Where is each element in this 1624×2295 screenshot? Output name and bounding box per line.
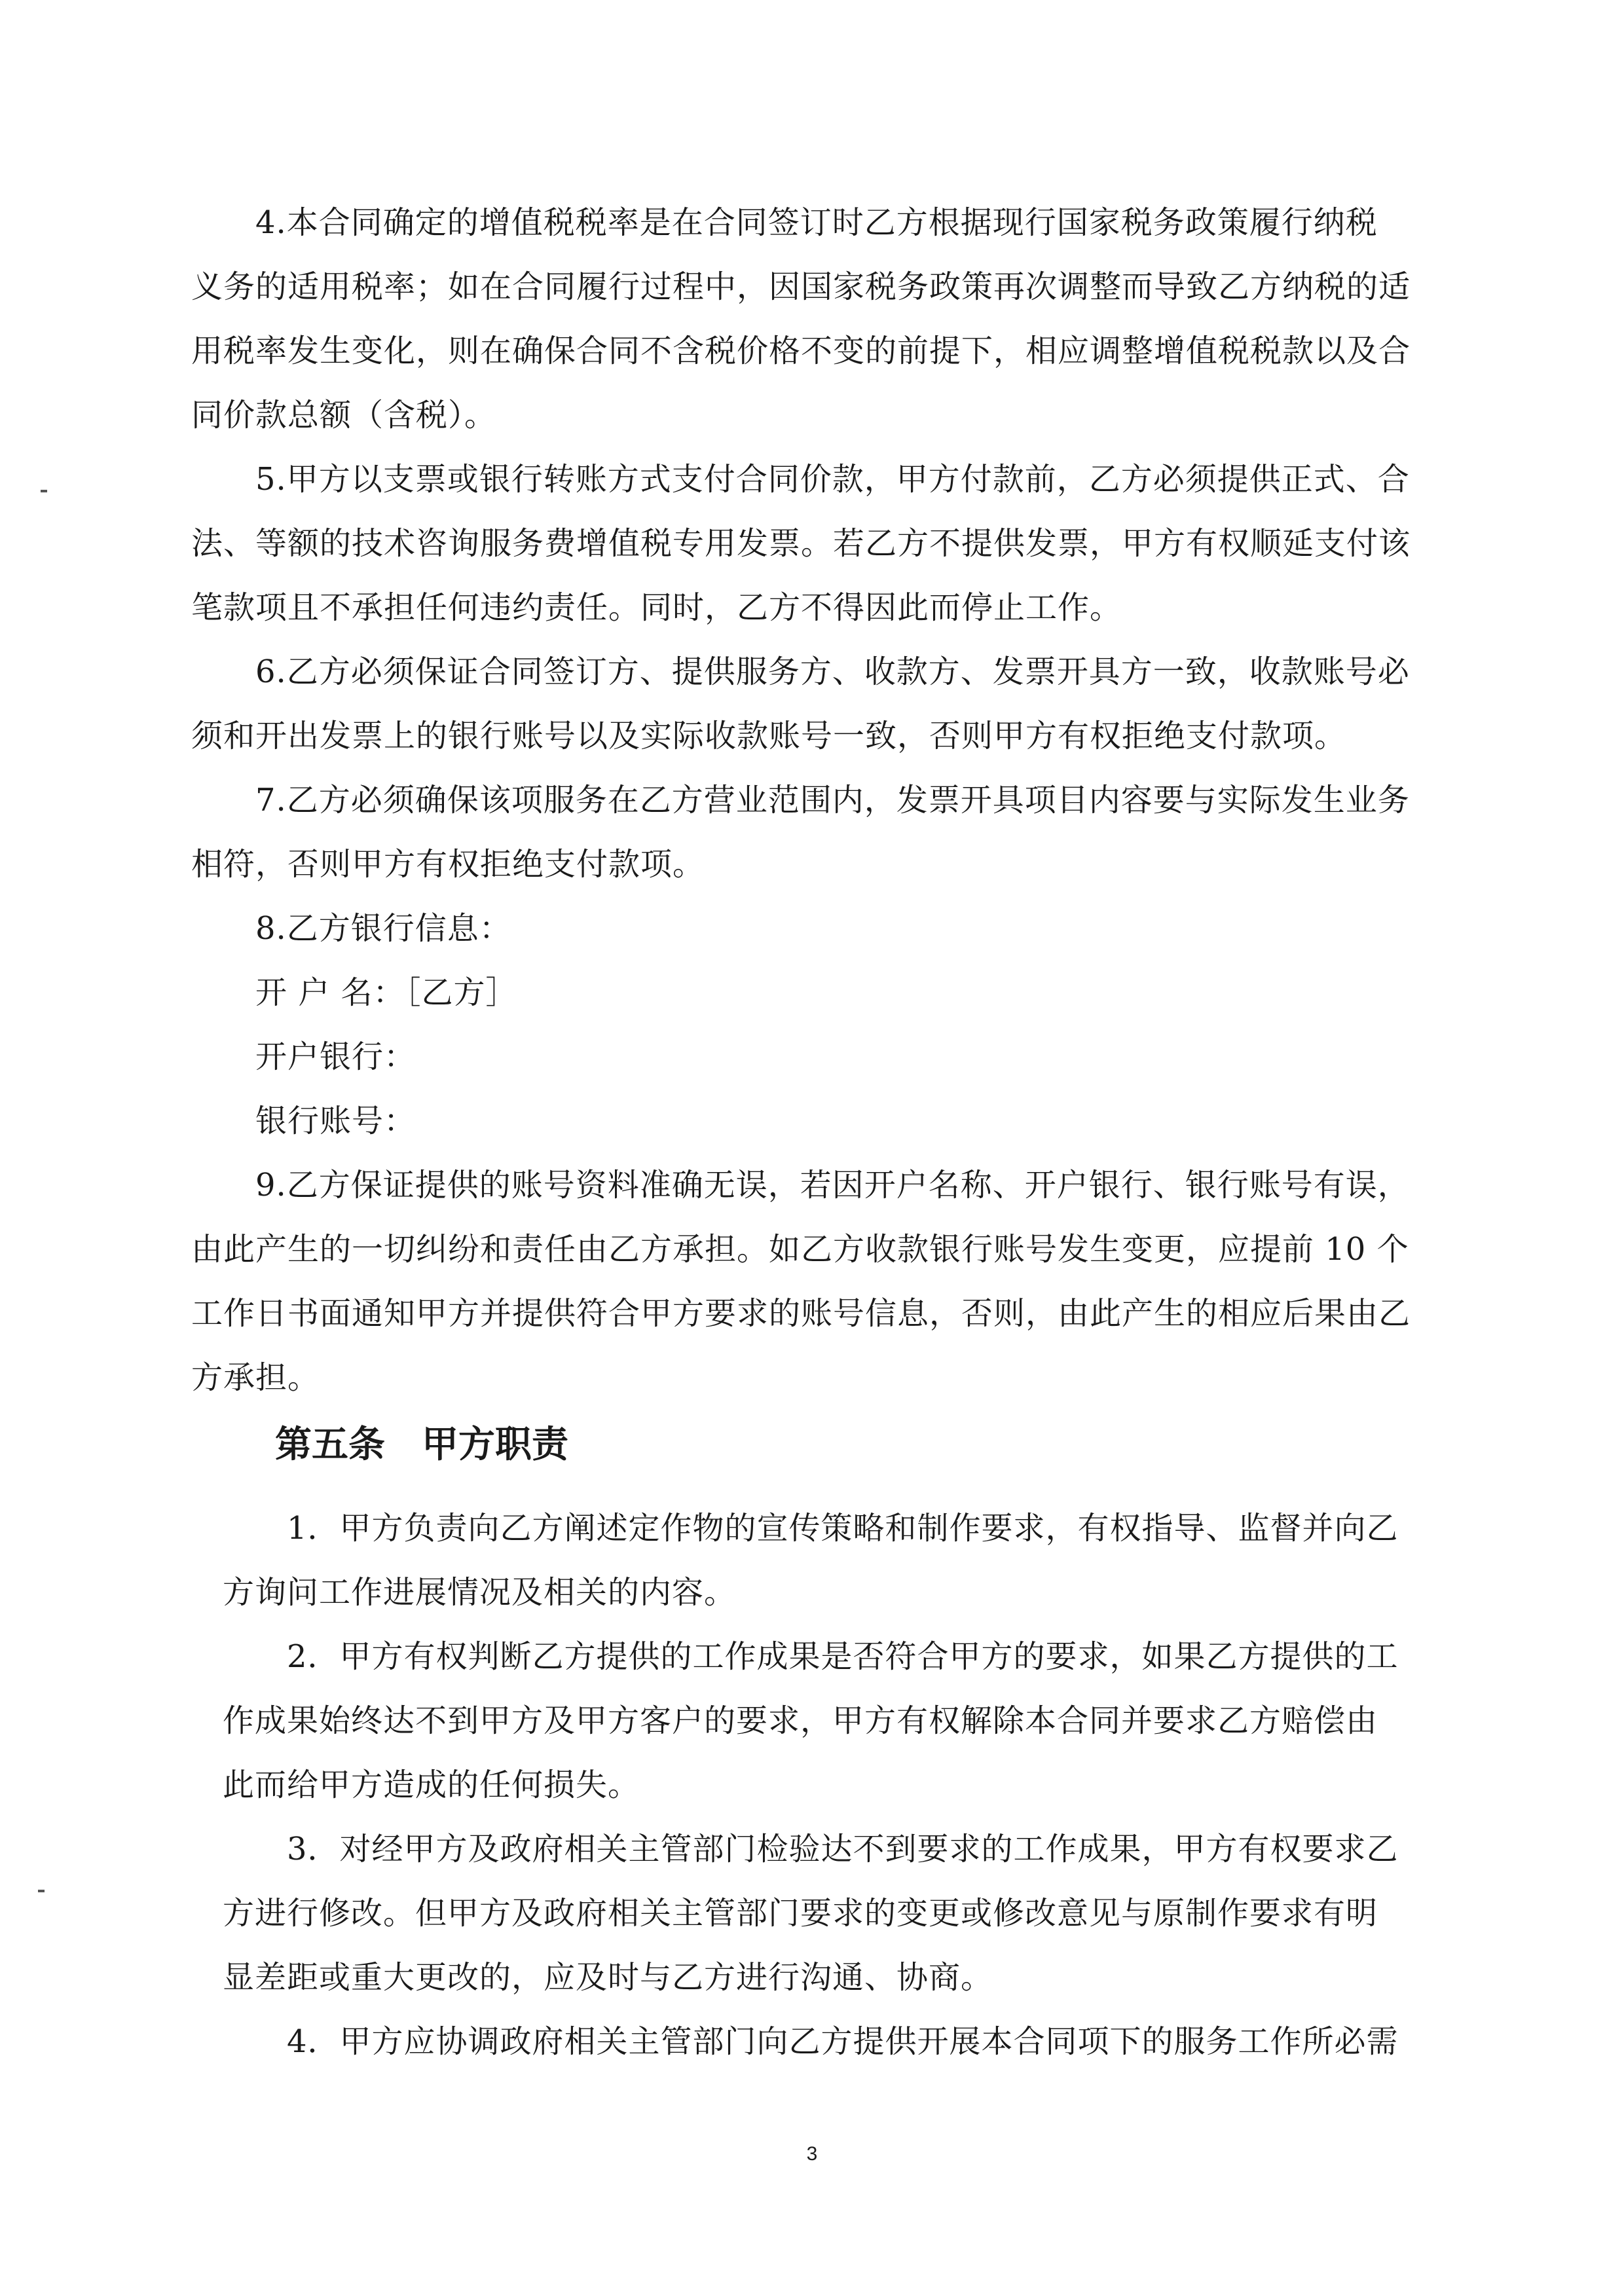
para-9-line-2: 由此产生的一切纠纷和责任由乙方承担。如乙方收款银行账号发生变更，应提前 10 个 bbox=[191, 1231, 1409, 1268]
para-4-line-3: 用税率发生变化，则在确保合同不含税价格不变的前提下，相应调整增值税税款以及合 bbox=[191, 333, 1411, 369]
para-6-line-2: 须和开出发票上的银行账号以及实际收款账号一致，否则甲方有权拒绝支付款项。 bbox=[191, 718, 1347, 754]
duty-1-line-1: 1．甲方负责向乙方阐述定作物的宣传策略和制作要求，有权指导、监督并向乙 bbox=[287, 1510, 1399, 1547]
duty-2-line-2: 作成果始终达不到甲方及甲方客户的要求，甲方有权解除本合同并要求乙方赔偿由 bbox=[223, 1702, 1378, 1739]
duty-1-line-2: 方询问工作进展情况及相关的内容。 bbox=[223, 1574, 737, 1611]
para-9-line-1: 9.乙方保证提供的账号资料准确无误，若因开户名称、开户银行、银行账号有误， bbox=[255, 1167, 1410, 1203]
duty-3-line-3: 显差距或重大更改的，应及时与乙方进行沟通、协商。 bbox=[223, 1959, 993, 1996]
para-8-title: 8.乙方银行信息： bbox=[255, 910, 511, 947]
para-5-line-3: 笔款项且不承担任何违约责任。同时，乙方不得因此而停止工作。 bbox=[191, 589, 1122, 626]
duty-3-line-1: 3．对经甲方及政府相关主管部门检验达不到要求的工作成果，甲方有权要求乙 bbox=[287, 1831, 1399, 1867]
para-5-line-2: 法、等额的技术咨询服务费增值税专用发票。若乙方不提供发票，甲方有权顺延支付该 bbox=[191, 525, 1411, 562]
duty-2-line-1: 2．甲方有权判断乙方提供的工作成果是否符合甲方的要求，如果乙方提供的工 bbox=[287, 1638, 1399, 1675]
para-4-line-1: 4.本合同确定的增值税税率是在合同签订时乙方根据现行国家税务政策履行纳税 bbox=[255, 204, 1378, 241]
para-4-line-4: 同价款总额（含税）。 bbox=[191, 397, 497, 433]
section-heading: 第五条 甲方职责 bbox=[275, 1423, 568, 1466]
page-number: 3 bbox=[806, 2143, 818, 2165]
para-7-line-2: 相符，否则甲方有权拒绝支付款项。 bbox=[191, 846, 705, 883]
scan-mark-2 bbox=[38, 1890, 45, 1892]
para-9-line-4: 方承担。 bbox=[191, 1359, 320, 1396]
para-7-line-1: 7.乙方必须确保该项服务在乙方营业范围内，发票开具项目内容要与实际发生业务 bbox=[255, 782, 1410, 818]
para-5-line-1: 5.甲方以支票或银行转账方式支付合同价款，甲方付款前，乙方必须提供正式、合 bbox=[255, 461, 1410, 498]
para-9-line-3: 工作日书面通知甲方并提供符合甲方要求的账号信息，否则，由此产生的相应后果由乙 bbox=[191, 1295, 1411, 1332]
duty-2-line-3: 此而给甲方造成的任何损失。 bbox=[223, 1767, 640, 1803]
scan-mark-1 bbox=[41, 490, 47, 492]
para-6-line-1: 6.乙方必须保证合同签订方、提供服务方、收款方、发票开具方一致，收款账号必 bbox=[255, 653, 1410, 690]
duty-3-line-2: 方进行修改。但甲方及政府相关主管部门要求的变更或修改意见与原制作要求有明 bbox=[223, 1895, 1378, 1932]
bank-account-number: 银行账号： bbox=[255, 1103, 416, 1139]
para-4-line-2: 义务的适用税率；如在合同履行过程中，因国家税务政策再次调整而导致乙方纳税的适 bbox=[191, 268, 1411, 305]
bank-name: 开户银行： bbox=[255, 1038, 416, 1075]
bank-account-name: 开 户 名：［乙方］ bbox=[255, 974, 518, 1011]
duty-4-line-1: 4．甲方应协调政府相关主管部门向乙方提供开展本合同项下的服务工作所必需 bbox=[287, 2023, 1399, 2060]
